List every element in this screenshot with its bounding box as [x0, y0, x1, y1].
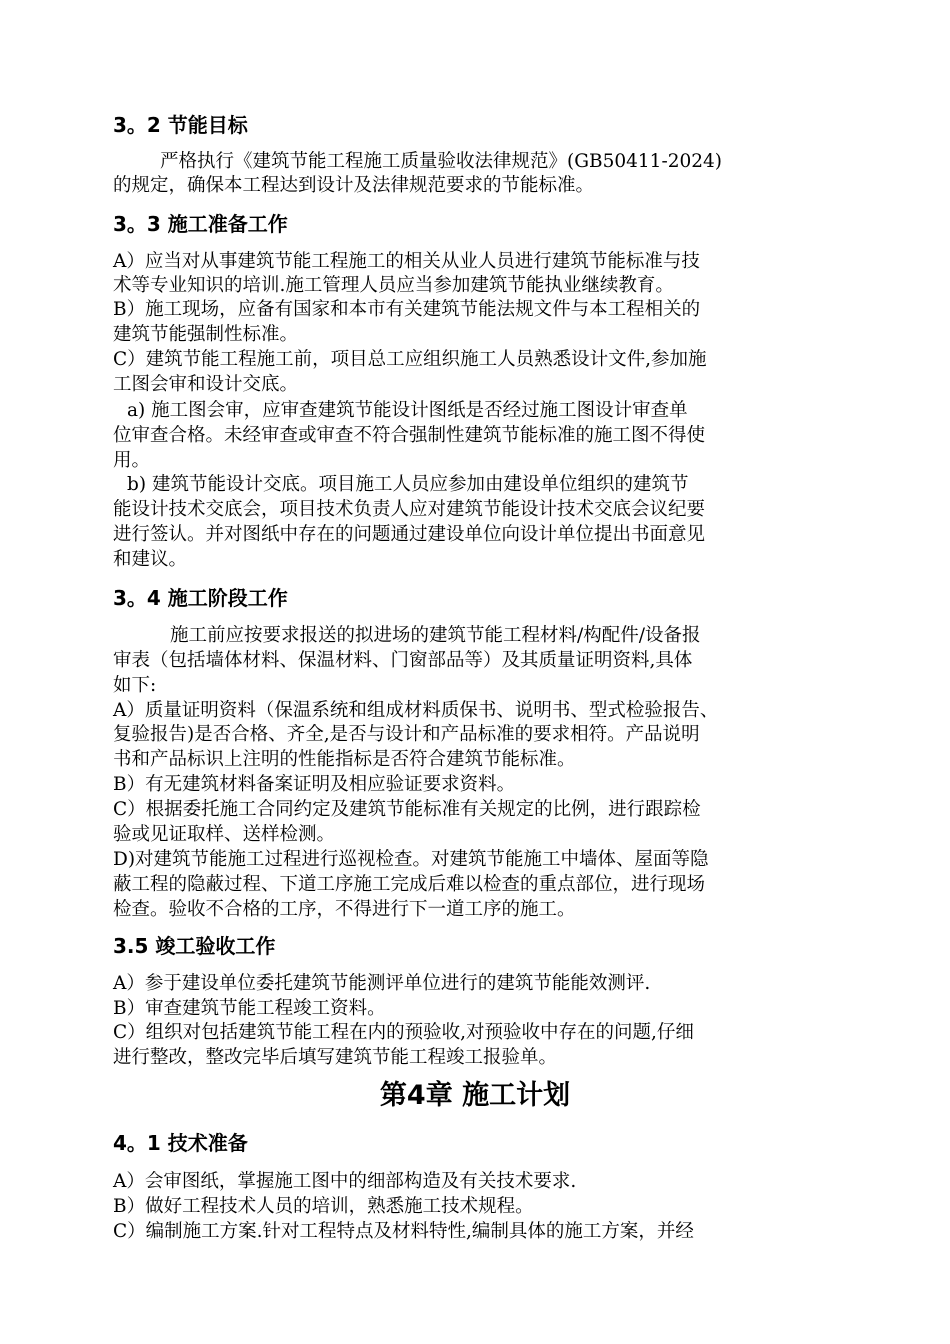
paragraph-line: A）参于建设单位委托建筑节能测评单位进行的建筑节能能效测评.	[113, 973, 651, 994]
paragraph-line: 的规定，确保本工程达到设计及法律规范要求的节能标准。	[113, 175, 595, 196]
section-heading-3-5: 3.5 竣工验收工作	[113, 934, 276, 958]
section-heading-3-2: 3。2 节能目标	[113, 113, 248, 137]
paragraph-line: A）会审图纸，掌握施工图中的细部构造及有关技术要求.	[113, 1171, 577, 1192]
paragraph-line: D)对建筑节能施工过程进行巡视检查。对建筑节能施工中墙体、屋面等隐	[113, 849, 709, 870]
section-heading-3-4: 3。4 施工阶段工作	[113, 586, 288, 610]
paragraph-line: B）做好工程技术人员的培训，熟悉施工技术规程。	[113, 1196, 534, 1217]
paragraph-line: 复验报告)是否合格、齐全,是否与设计和产品标准的要求相符。产品说明	[113, 724, 700, 745]
paragraph-line: 检查。验收不合格的工序，不得进行下一道工序的施工。	[113, 899, 576, 920]
paragraph-line: 验或见证取样、送样检测。	[113, 824, 336, 845]
paragraph-line: B）有无建筑材料备案证明及相应验证要求资料。	[113, 774, 516, 795]
section-heading-3-3: 3。3 施工准备工作	[113, 212, 288, 236]
chapter-title: 第4章 施工计划	[379, 1080, 571, 1111]
paragraph-line: 能设计技术交底会，项目技术负责人应对建筑节能设计技术交底会议纪要	[113, 499, 706, 520]
paragraph-line: 进行整改，整改完毕后填写建筑节能工程竣工报验单。	[113, 1047, 558, 1068]
paragraph-line: C）组织对包括建筑节能工程在内的预验收,对预验收中存在的问题,仔细	[113, 1022, 694, 1043]
paragraph-line: 进行签认。并对图纸中存在的问题通过建设单位向设计单位提出书面意见	[113, 524, 706, 545]
paragraph-line: 施工前应按要求报送的拟进场的建筑节能工程材料/构配件/设备报	[170, 625, 701, 646]
paragraph-line: C）建筑节能工程施工前，项目总工应组织施工人员熟悉设计文件,参加施	[113, 349, 707, 370]
paragraph-line: B）施工现场，应备有国家和本市有关建筑节能法规文件与本工程相关的	[113, 299, 701, 320]
section-heading-4-1: 4。1 技术准备	[113, 1131, 248, 1155]
paragraph-line: B）审查建筑节能工程竣工资料。	[113, 998, 386, 1019]
paragraph-line: 建筑节能强制性标准。	[113, 324, 299, 345]
paragraph-line: a) 施工图会审，应审查建筑节能设计图纸是否经过施工图设计审查单	[127, 400, 688, 421]
paragraph-line: A）应当对从事建筑节能工程施工的相关从业人员进行建筑节能标准与技	[113, 251, 700, 272]
paragraph-line: C）根据委托施工合同约定及建筑节能标准有关规定的比例，进行跟踪检	[113, 799, 701, 820]
paragraph-line: 蔽工程的隐蔽过程、下道工序施工完成后难以检查的重点部位，进行现场	[113, 874, 706, 895]
paragraph-line: 如下:	[113, 675, 157, 696]
paragraph-line: b) 建筑节能设计交底。项目施工人员应参加由建设单位组织的建筑节	[127, 474, 689, 495]
paragraph-line: 用。	[113, 450, 151, 471]
paragraph-line: 和建议。	[113, 549, 188, 570]
paragraph-line: A）质量证明资料（保温系统和组成材料质保书、说明书、型式检验报告、	[113, 700, 719, 721]
paragraph-line: 工图会审和设计交底。	[113, 374, 299, 395]
paragraph-line: 严格执行《建筑节能工程施工质量验收法律规范》(GB50411-2024)	[160, 151, 722, 172]
paragraph-line: 书和产品标识上注明的性能指标是否符合建筑节能标准。	[113, 749, 576, 770]
paragraph-line: 审表（包括墙体材料、保温材料、门窗部品等）及其质量证明资料,具体	[113, 650, 693, 671]
paragraph-line: 术等专业知识的培训.施工管理人员应当参加建筑节能执业继续教育。	[113, 275, 674, 296]
paragraph-line: C）编制施工方案.针对工程特点及材料特性,编制具体的施工方案，并经	[113, 1221, 694, 1242]
paragraph-line: 位审查合格。未经审查或审查不符合强制性建筑节能标准的施工图不得使	[113, 425, 706, 446]
